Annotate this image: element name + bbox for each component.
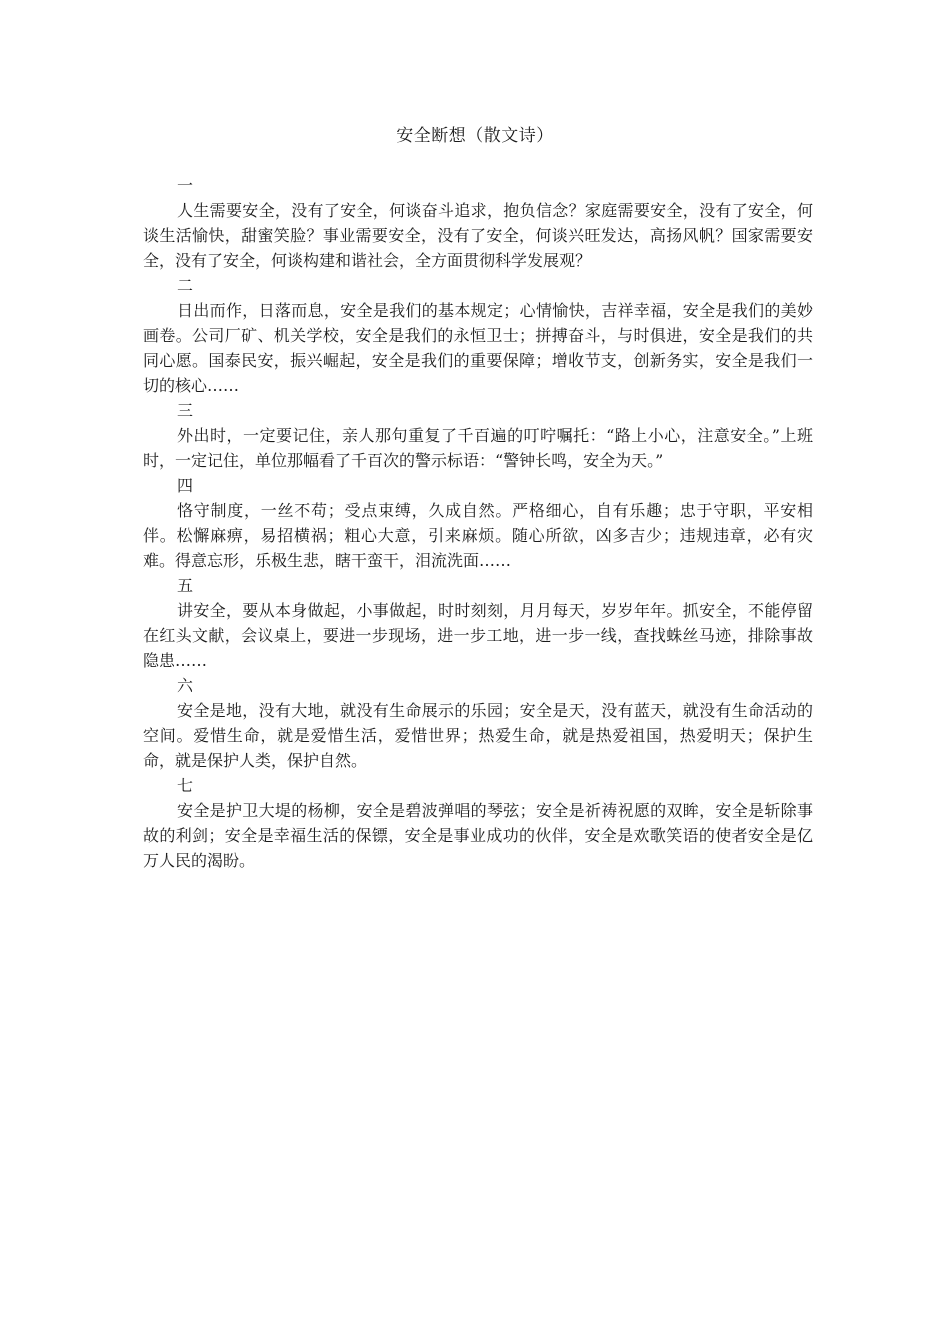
section-paragraph-7: 安全是护卫大堤的杨柳，安全是碧波弹唱的琴弦；安全是祈祷祝愿的双眸，安全是斩除事故的利剑；安全是幸福生活的保镖，安全是事业成功的伙伴，安全是欢歌笑语的使者安全是亿万人民的渴盼。: [143, 801, 813, 870]
section-number-4: 四: [177, 476, 194, 495]
section-number-1: 一: [177, 176, 194, 195]
section-paragraph-6: 安全是地，没有大地，就没有生命展示的乐园；安全是天，没有蓝天，就没有生命活动的空间。爱惜生命，就是爱惜生活，爱惜世界；热爱生命，就是热爱祖国，热爱明天；保护生命，就是保护人类，保护自然。: [143, 701, 813, 770]
section-paragraph-3: 外出时，一定要记住，亲人那句重复了千百遍的叮咛嘱托：“路上小心，注意安全。”上班时，一定记住，单位那幅看了千百次的警示标语：“警钟长鸣，安全为天。”: [143, 426, 813, 470]
section-paragraph-5: 讲安全，要从本身做起，小事做起，时时刻刻，月月每天，岁岁年年。抓安全，不能停留在红头文献，会议桌上，要进一步现场，进一步工地，进一步一线，查找蛛丝马迹，排除事故隐患……: [143, 601, 813, 670]
document-body: [143, 173, 813, 873]
section-number-7: 七: [177, 776, 194, 795]
section-paragraph-1: 人生需要安全，没有了安全，何谈奋斗追求，抱负信念？家庭需要安全，没有了安全，何谈生活愉快，甜蜜笑脸？事业需要安全，没有了安全，何谈兴旺发达，高扬风帆？国家需要安全，没有了安全，何谈构建和谐社会，全方面贯彻科学发展观？: [143, 201, 813, 270]
document-title: 安全断想（散文诗）: [396, 126, 554, 146]
section-number-3: 三: [177, 401, 194, 420]
section-number-2: 二: [177, 276, 194, 295]
section-paragraph-2: 日出而作，日落而息，安全是我们的基本规定；心情愉快，吉祥幸福，安全是我们的美妙画卷。公司厂矿、机关学校，安全是我们的永恒卫士；拼搏奋斗，与时俱进，安全是我们的共同心愿。国泰民安，振兴崛起，安全是我们的重要保障；增收节支，创新务实，安全是我们一切的核心……: [143, 301, 813, 395]
section-number-6: 六: [177, 676, 194, 695]
section-paragraph-4: 恪守制度，一丝不苟；受点束缚，久成自然。严格细心，自有乐趣；忠于守职，平安相伴。松懈麻痹，易招横祸；粗心大意，引来麻烦。随心所欲，凶多吉少；违规违章，必有灾难。得意忘形，乐极生悲，瞎干蛮干，泪流洗面……: [143, 501, 813, 570]
section-number-5: 五: [177, 576, 194, 595]
